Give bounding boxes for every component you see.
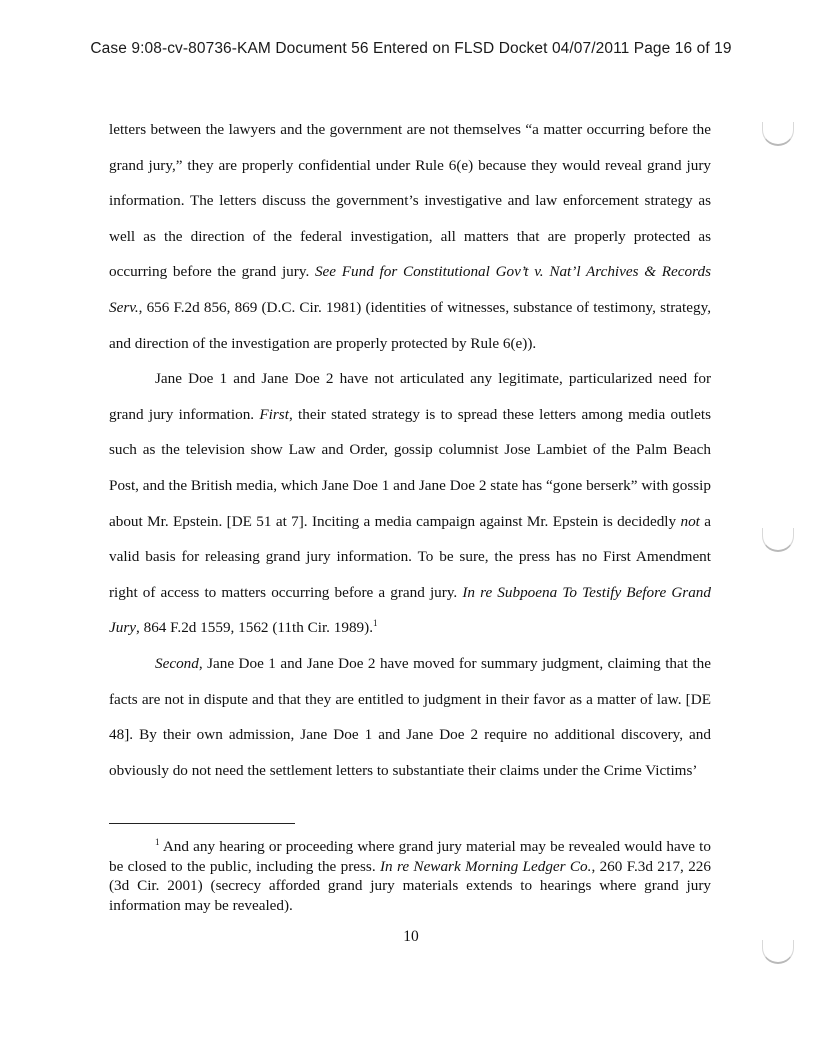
body-text [109, 112, 711, 788]
paragraph-3: Second, Jane Doe 1 and Jane Doe 2 have moved for summary judgment, claiming that the facts are not in dispute and that they are entitled to judgment in their favor as a matter of law. [DE 48]. By their own admission, Jane Doe 1 and Jane Doe 2 require no additional discovery, and obviously do not need the settlement letters to substantiate their claims under the Crime Victims’ [109, 654, 711, 779]
binder-hole-mark [762, 528, 794, 552]
case-citation: In re Newark Morning Ledger Co. [380, 857, 592, 875]
case-citation: In re Subpoena To Testify Before Grand Jury [109, 583, 711, 637]
docket-header: Case 9:08-cv-80736-KAM Document 56 Entered on FLSD Docket 04/07/2011 Page 16 of 19 [90, 40, 732, 57]
page-number: 10 [403, 928, 419, 945]
paragraph-2: Jane Doe 1 and Jane Doe 2 have not articulated any legitimate, particularized need for grand jury information. First, their stated strategy is to spread these letters among media outlets such as the television show Law and Order, gossip columnist Jose Lambiet of the Palm Beach Post, and the British media, which Jane Doe 1 and Jane Doe 2 state has “gone berserk” with gossip about Mr. Epstein. [DE 51 at 7]. Inciting a media campaign against Mr. Epstein is decidedly not a valid basis for releasing grand jury information. To be sure, the press has no First Amendment right of access to matters occurring before a grand jury. In re Subpoena To Testify Before Grand Jury, 864 F.2d 1559, 1562 (11th Cir. 1989).$^1$ [109, 370, 711, 637]
binder-hole-mark [762, 122, 794, 146]
paragraph-1: letters between the lawyers and the government are not themselves “a matter occurring before the grand jury,” they are properly confidential under Rule 6(e) because they would reveal grand jury information. The letters discuss the government’s investigative and law enforcement strategy as well as the direction of the federal investigation, all matters that are properly protected as occurring before the grand jury. See Fund for Constitutional Gov’t v. Nat’l Archives & Records Serv., 656 F.2d 856, 869 (D.C. Cir. 1981) (identities of witnesses, substance of testimony, strategy, and direction of the investigation are properly protected by Rule 6(e)). [109, 121, 711, 352]
footnote-divider [109, 823, 295, 824]
binder-hole-mark [762, 940, 794, 964]
footnote: $^1$ And any hearing or proceeding where grand jury material may be revealed would have to be closed to the public, including the press. In re Newark Morning Ledger Co., 260 F.3d 217, 226 (3d Cir. 2001) (secrecy afforded grand jury materials extends to hearings where grand jury information may be revealed). [109, 837, 711, 914]
footnote-reference: 1 [373, 618, 378, 629]
case-citation: See Fund for Constitutional Gov’t v. Nat’l Archives & Records Serv. [109, 263, 711, 316]
footnote-number: 1 [155, 837, 160, 847]
